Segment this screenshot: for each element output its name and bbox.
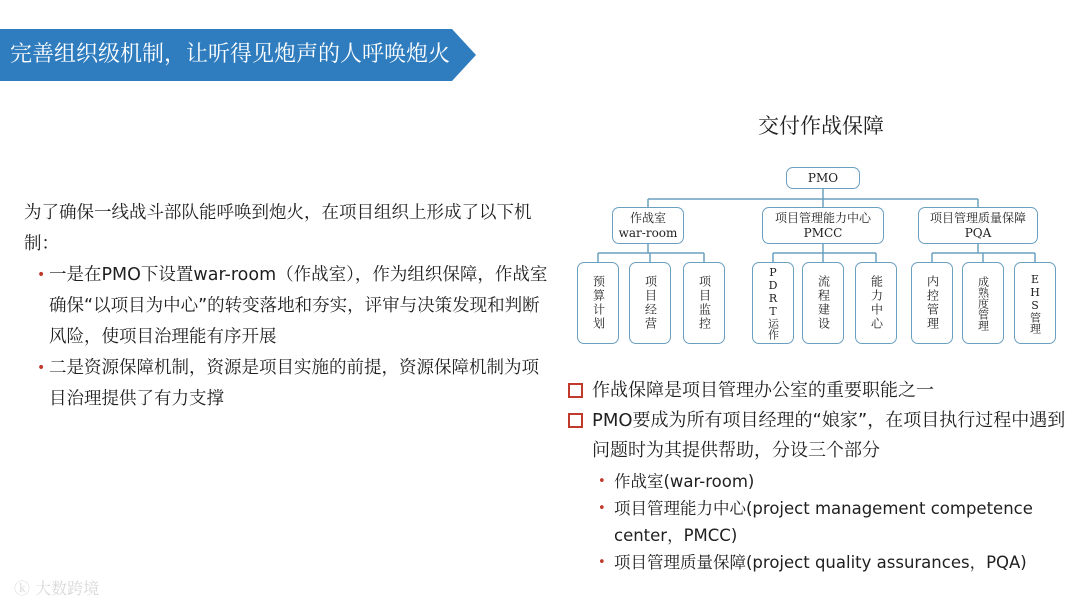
org-node-pqa — [918, 207, 1038, 244]
org-leaf-process-building: 流程建设 — [802, 262, 844, 344]
org-node-sublabel: war-room — [618, 225, 678, 240]
org-node-sublabel: PMCC — [803, 225, 843, 240]
org-leaf-ehs-management: EHS管理 — [1014, 262, 1056, 344]
title-banner — [0, 29, 476, 81]
org-chart-title: 交付作战保障 — [758, 114, 884, 138]
org-node-label: 项目管理能力中心 — [774, 210, 871, 225]
right-sub-text: 作战室(war-room) — [614, 472, 755, 491]
org-node-war-room — [612, 207, 684, 244]
right-sub-text: 项目管理能力中心(project management competence center，PMCC) — [614, 499, 1033, 545]
bullet-dot-icon: • — [598, 501, 606, 516]
watermark-logo-icon: ⓚ — [14, 579, 31, 598]
org-node-sublabel: PQA — [964, 225, 992, 240]
left-bullet-item — [37, 260, 554, 353]
square-bullet-icon — [568, 383, 583, 398]
watermark — [14, 576, 99, 599]
left-text-block — [24, 198, 554, 415]
right-point — [566, 376, 1076, 406]
org-leaf-budget-plan: 预算计划 — [577, 262, 619, 344]
page-title: 完善组织级机制，让听得见炮声的人呼唤炮火 — [10, 42, 451, 67]
right-point-text: 作战保障是项目管理办公室的重要职能之一 — [592, 380, 934, 401]
left-bullet-text: 一是在PMO下设置war-room（作战室），作为组织保障，作战室确保“以项目为中心”的转变落地和夯实，评审与决策发现和判断风险，使项目治理能有序开展 — [49, 265, 548, 347]
org-leaf-internal-control: 内控管理 — [911, 262, 953, 344]
bullet-dot-icon: • — [598, 474, 606, 489]
org-node-label: 项目管理质量保障 — [929, 210, 1026, 225]
bullet-dot-icon: • — [598, 555, 606, 570]
org-node-pmcc — [762, 207, 884, 244]
right-sub-item — [598, 495, 1076, 549]
org-leaf-capability-center: 能力中心 — [855, 262, 897, 344]
right-point-text: PMO要成为所有项目经理的“娘家”，在项目执行过程中遇到问题时为其提供帮助，分设三个部分 — [592, 410, 1066, 461]
right-sub-item — [598, 549, 1076, 576]
right-text-block — [566, 376, 1076, 576]
org-leaf-pdrt-operation: PDRT运作 — [752, 262, 794, 344]
org-node-label: 作战室 — [629, 210, 666, 225]
bullet-dot-icon: • — [37, 360, 46, 376]
left-bullet-text: 二是资源保障机制，资源是项目实施的前提，资源保障机制为项目治理提供了有力支撑 — [49, 358, 539, 409]
left-bullet-list — [24, 260, 554, 415]
bullet-dot-icon: • — [37, 267, 46, 283]
org-leaf-project-monitoring: 项目监控 — [683, 262, 725, 344]
org-node-pmo: PMO — [786, 167, 860, 189]
org-leaf-maturity-management: 成熟度管理 — [962, 262, 1004, 344]
right-sub-item — [598, 468, 1076, 495]
right-point — [566, 406, 1076, 466]
right-sub-list — [566, 468, 1076, 576]
intro-text: 为了确保一线战斗部队能呼唤到炮火，在项目组织上形成了以下机制： — [24, 203, 532, 254]
org-leaf-project-operation: 项目经营 — [629, 262, 671, 344]
square-bullet-icon — [568, 413, 583, 428]
right-sub-text: 项目管理质量保障(project quality assurances，PQA) — [614, 553, 1027, 572]
left-bullet-item — [37, 353, 554, 415]
watermark-text: 大数跨境 — [35, 579, 100, 598]
